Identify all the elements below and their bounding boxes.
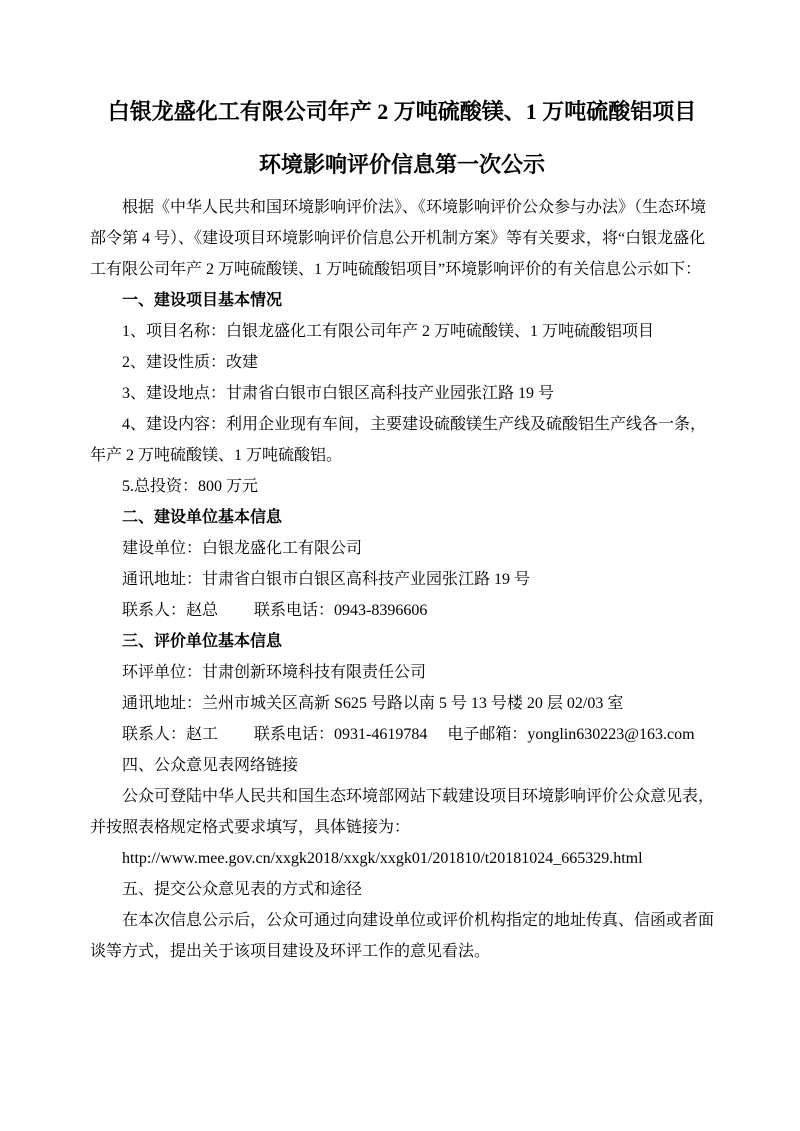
section1-item-project-name: 1、项目名称：白银龙盛化工有限公司年产 2 万吨硫酸镁、1 万吨硫酸铝项目 (122, 323, 655, 340)
section5-heading: 五、提交公众意见表的方式和途径 (122, 881, 363, 898)
section4-body: 公众可登陆中华人民共和国生态环境部网站下载建设项目环境影响评价公众意见表，并按照表格规定格式要求填写，具体链接为： (90, 788, 715, 836)
intro-paragraph: 根据《中华人民共和国环境影响评价法》、《环境影响评价公众参与办法》（生态环境部令第 4 号）、《建设项目环境影响评价信息公开机制方案》等有关要求，将“白银龙盛化工有限公司年产 2 万吨硫酸镁、1 万吨硫酸铝项目”环境影响评价的有关信息公示如下： (90, 199, 707, 278)
section2-address: 通讯地址：甘肃省白银市白银区高科技产业园张江路 19 号 (122, 571, 531, 588)
document-body (90, 192, 714, 967)
section2-phone: 联系电话：0943-8396606 (254, 602, 428, 619)
section3-unit: 环评单位：甘肃创新环境科技有限责任公司 (122, 664, 427, 681)
section3-address: 通讯地址：兰州市城关区高新 S625 号路以南 5 号 13 号楼 20 层 02/03 室 (122, 695, 624, 712)
section4-link-text: http://www.mee.gov.cn/xxgk2018/xxgk/xxgk01/201810/t20181024_665329.html (122, 850, 643, 867)
section3-contact: 联系人：赵工 (122, 726, 219, 743)
section2-unit: 建设单位：白银龙盛化工有限公司 (122, 540, 363, 557)
section2-contact-line (90, 595, 714, 626)
document-title-line1: 白银龙盛化工有限公司年产 2 万吨硫酸镁、1 万吨硫酸铝项目 (107, 99, 697, 124)
section1-item-construction-site: 3、建设地点：甘肃省白银市白银区高科技产业园张江路 19 号 (122, 385, 555, 402)
section3-contact-line (90, 719, 714, 750)
section3-email: 电子邮箱：yonglin630223@163.com (447, 726, 695, 743)
section5-body: 在本次信息公示后，公众可通过向建设单位或评价机构指定的地址传真、信函或者面谈等方式，提出关于该项目建设及环评工作的意见看法。 (90, 912, 715, 960)
document-title (90, 98, 714, 178)
section2-heading: 二、建设单位基本信息 (122, 509, 283, 526)
section1-item-total-investment: 5.总投资：800 万元 (122, 478, 259, 495)
section2-contact: 联系人：赵总 (122, 602, 219, 619)
section4-heading: 四、公众意见表网络链接 (122, 757, 299, 774)
document-title-line2: 环境影响评价信息第一次公示 (258, 151, 545, 177)
section1-item-construction-nature: 2、建设性质：改建 (122, 354, 259, 371)
section3-heading: 三、评价单位基本信息 (122, 633, 283, 650)
section1-item-construction-content: 4、建设内容：利用企业现有车间，主要建设硫酸镁生产线及硫酸铝生产线各一条，年产 2 万吨硫酸镁、1 万吨硫酸铝。 (90, 416, 707, 464)
section1-heading: 一、建设项目基本情况 (122, 292, 283, 309)
section3-phone: 联系电话：0931-4619784 (254, 726, 428, 743)
